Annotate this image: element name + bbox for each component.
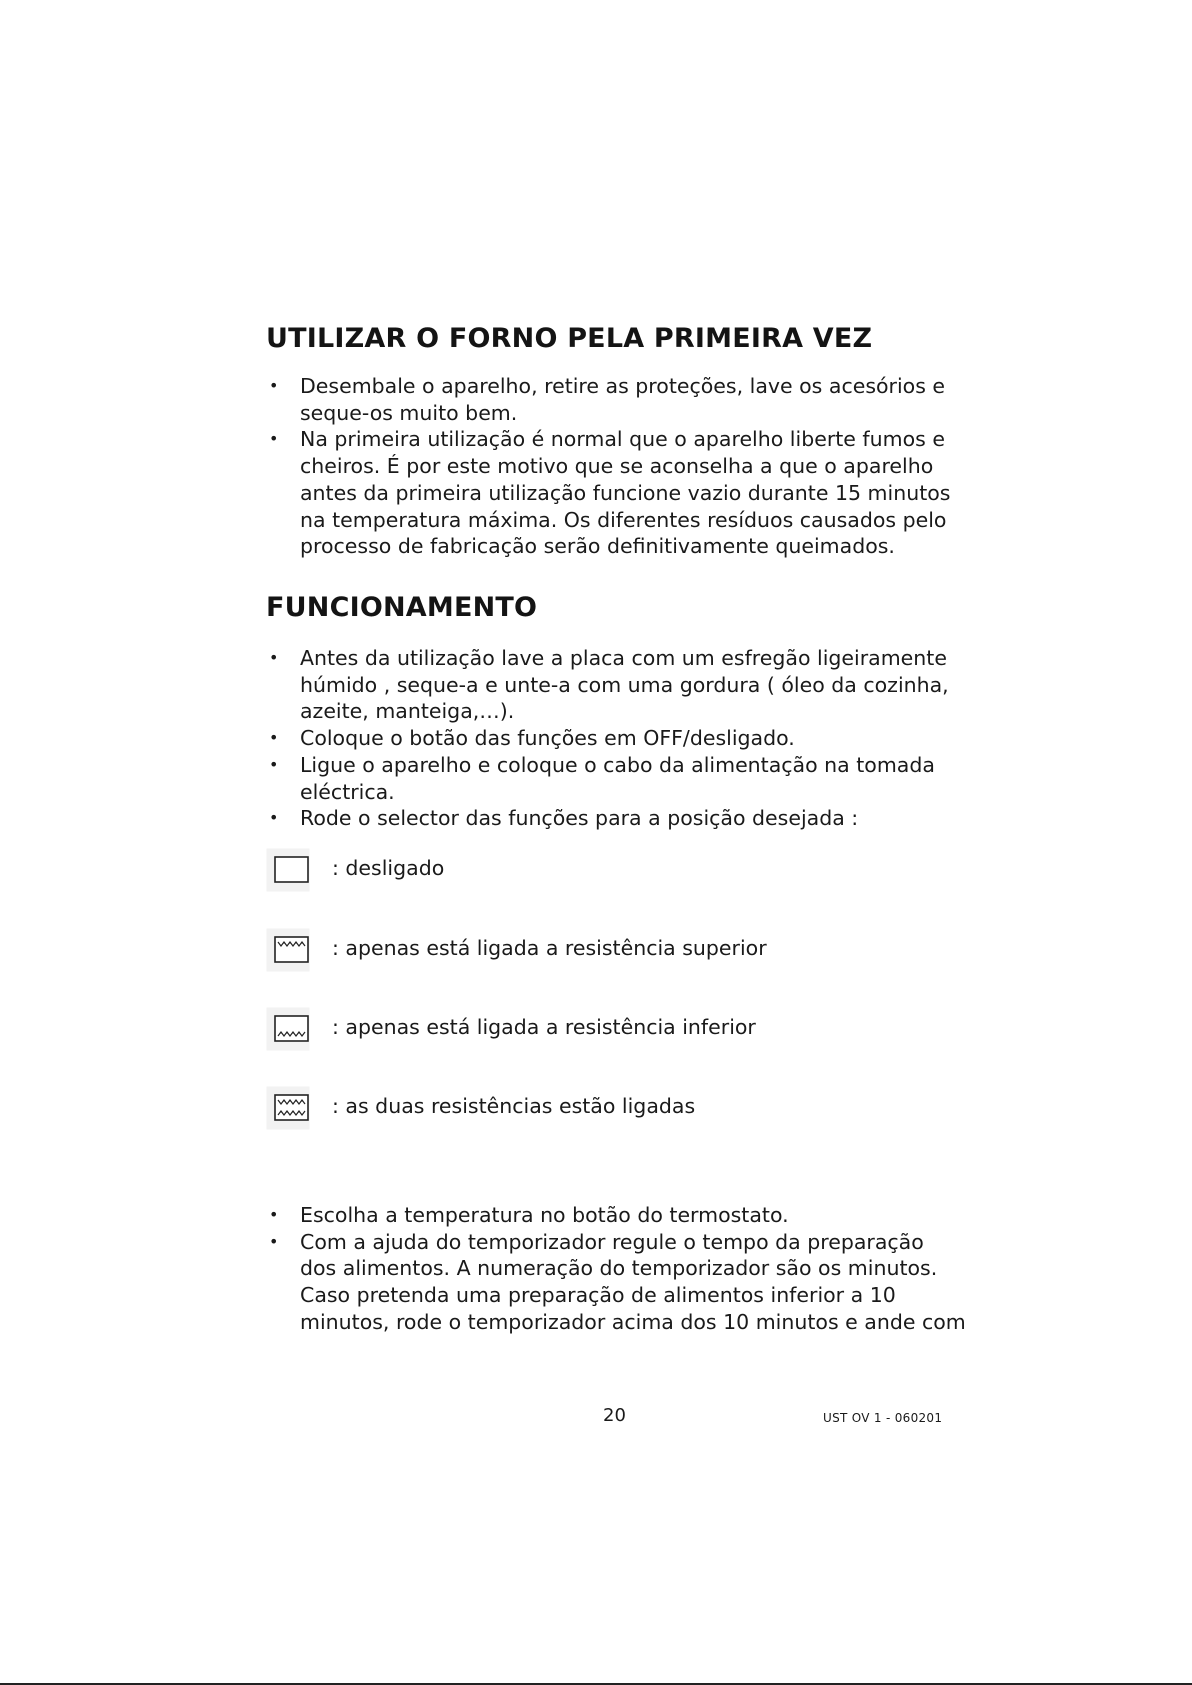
list-item: • Antes da utilização lave a placa com um esfregão ligeiramente húmido , seque-a e unte-a com uma gordura ( óleo da cozinha, azeite, manteiga,…).: [269, 646, 949, 724]
bullet-icon: •: [269, 754, 279, 774]
function-bottom-row: [266, 1007, 966, 1051]
page-number: 20: [603, 1405, 626, 1426]
function-off-row: [266, 848, 966, 892]
section-title-operation: FUNCIONAMENTO: [266, 592, 538, 623]
empty-box-icon: [266, 848, 310, 892]
first-use-list: [266, 373, 966, 560]
function-bottom-text: : apenas está ligada a resistência inferior: [332, 1015, 756, 1039]
list-item: • Escolha a temperatura no botão do termostato.: [269, 1203, 789, 1227]
top-heater-icon: [266, 928, 310, 972]
document-code: UST OV 1 - 060201: [823, 1411, 943, 1425]
bullet-icon: •: [269, 1231, 279, 1251]
list-item: • Rode o selector das funções para a posição desejada :: [269, 806, 859, 831]
bullet-icon: •: [269, 376, 279, 395]
list-item: • Desembale o aparelho, retire as proteções, lave os acesórios e seque-os muito bem.: [269, 374, 946, 425]
bullet-icon: •: [269, 1205, 279, 1224]
function-off-text: : desligado: [332, 856, 445, 880]
function-both-text: : as duas resistências estão ligadas: [332, 1094, 696, 1118]
operation-list-continued: [266, 1202, 966, 1336]
list-item: • Com a ajuda do temporizador regule o tempo da preparação dos alimentos. A numeração do temporizador são os minutos. Caso pretenda uma preparação de alimentos inferior a 10 minutos, rode o temporizador acima dos 10 minutos e ande com: [269, 1229, 966, 1334]
both-heaters-icon: [266, 1086, 310, 1130]
bullet-icon: •: [269, 808, 279, 828]
bullet-icon: •: [269, 429, 279, 449]
list-item: • Ligue o aparelho e coloque o cabo da alimentação na tomada eléctrica.: [269, 752, 935, 804]
function-both-row: [266, 1086, 966, 1130]
list-item: • Coloque o botão das funções em OFF/desligado.: [269, 726, 795, 751]
bottom-heater-icon: [266, 1007, 310, 1051]
bullet-icon: •: [269, 728, 279, 748]
function-top-text: : apenas está ligada a resistência superior: [332, 936, 767, 960]
list-item: • Na primeira utilização é normal que o aparelho liberte fumos e cheiros. É por este motivo que se aconselha a que o aparelho antes da primeira utilização funcione vazio durante 15 minutos na temperatura máxima. Os diferentes resíduos causados pelo processo de fabricação serão definitivamente queimados.: [269, 427, 951, 559]
operation-list: [266, 645, 966, 832]
bullet-icon: •: [269, 648, 279, 667]
section-title-first-use: UTILIZAR O FORNO PELA PRIMEIRA VEZ: [266, 323, 873, 354]
function-top-row: [266, 928, 966, 972]
